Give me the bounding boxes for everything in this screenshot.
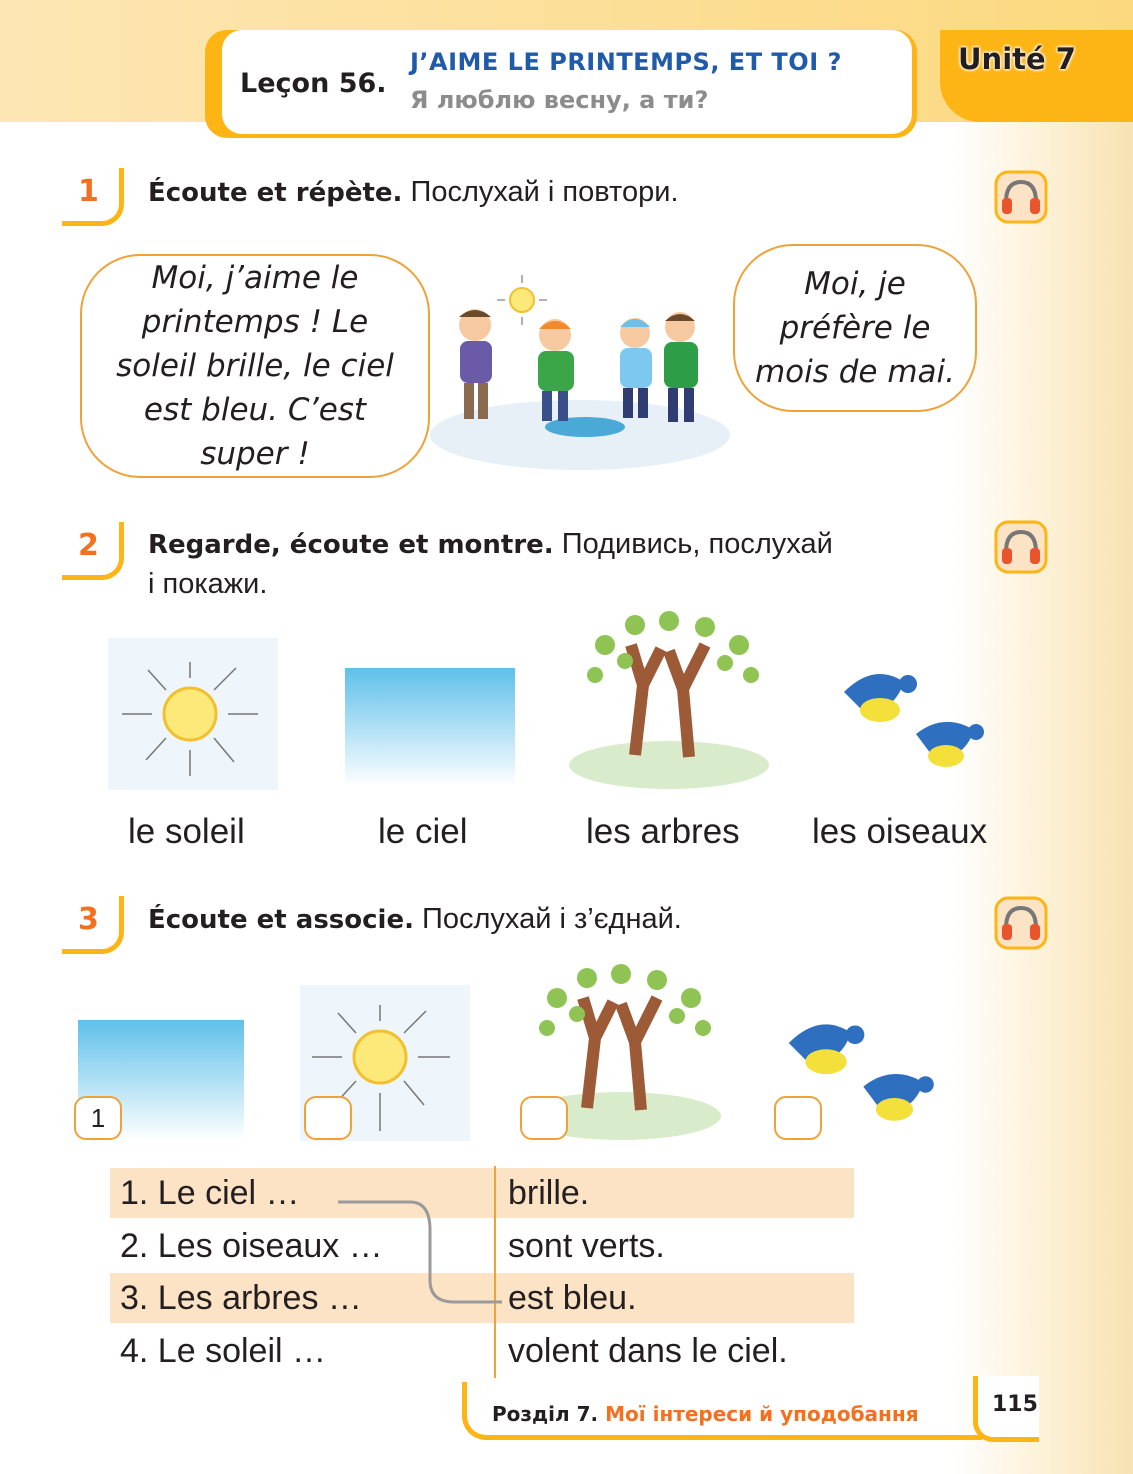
speech-bubble-right (733, 244, 977, 412)
instruction-fr: Regarde, écoute et montre. (148, 530, 554, 560)
exercise-number: 3 (78, 902, 99, 937)
headphones-icon[interactable] (994, 896, 1048, 950)
match-right-item[interactable]: volent dans le ciel. (508, 1332, 788, 1370)
exercise-1-badge (62, 168, 124, 226)
match-left-item[interactable]: 2. Les oiseaux … (120, 1227, 383, 1265)
bubble-line: Moi, j’aime le (151, 260, 359, 296)
instruction-ua: Послухай і повтори. (410, 176, 679, 208)
bubble-line: Moi, je (804, 266, 906, 302)
word-les-oiseaux: les oiseaux (812, 812, 988, 851)
word-le-ciel: le ciel (378, 812, 468, 851)
example-match-line (330, 1190, 510, 1310)
exercise-2-badge (62, 522, 124, 580)
bubble-line: soleil brille, le ciel (116, 348, 394, 384)
bubble-line: printemps ! Le (141, 304, 369, 340)
headphones-icon[interactable] (994, 170, 1048, 224)
match-left-item[interactable]: 4. Le soleil … (120, 1332, 326, 1370)
instruction-fr: Écoute et répète. (148, 178, 403, 208)
lesson-subtitle: Я люблю весну, а ти? (410, 86, 709, 114)
instruction-ua: Подивись, послухай (561, 528, 833, 560)
bubble-line: super ! (200, 436, 310, 472)
unit-label: Unité 7 (958, 42, 1076, 76)
speech-bubble-left (80, 254, 430, 478)
answer-box-birds[interactable] (774, 1096, 822, 1140)
match-right-item[interactable]: est bleu. (508, 1279, 637, 1317)
match-right-item[interactable]: brille. (508, 1174, 590, 1212)
instruction-ua: Послухай і з’єднай. (422, 903, 682, 935)
word-les-arbres: les arbres (586, 812, 740, 851)
page-number: 115 (992, 1392, 1038, 1417)
lesson-label: Leçon 56. (240, 68, 387, 99)
lesson-title: J’AIME LE PRINTEMPS, ET TOI ? (410, 48, 842, 76)
match-right-item[interactable]: sont verts. (508, 1227, 665, 1265)
exercise-3-badge (62, 896, 124, 954)
exercise-1-instruction (148, 176, 679, 209)
children-spring-illustration (430, 255, 730, 470)
bubble-line: est bleu. C’est (143, 392, 367, 428)
table-row (110, 1326, 854, 1376)
sky-picture (345, 668, 515, 786)
exercise-3-instruction (148, 903, 682, 936)
match-left-item[interactable]: 1. Le ciel … (120, 1174, 300, 1212)
answer-box-sky[interactable]: 1 (74, 1096, 122, 1140)
instruction-fr: Écoute et associe. (148, 905, 414, 935)
answer-box-sun[interactable] (304, 1096, 352, 1140)
section-label: Розділ 7. (492, 1402, 599, 1426)
headphones-icon[interactable] (994, 520, 1048, 574)
exercise-number: 1 (78, 174, 99, 209)
bubble-line: préfère le (779, 310, 931, 346)
exercise-2-instruction-line2: і покажи. (148, 568, 268, 600)
bubble-line: mois de mai. (754, 354, 956, 390)
section-title: Мої інтереси й уподобання (605, 1402, 919, 1426)
birds-picture (824, 652, 990, 784)
word-le-soleil: le soleil (128, 812, 245, 851)
footer-section (492, 1402, 919, 1426)
exercise-number: 2 (78, 528, 99, 563)
exercise-2-instruction (148, 528, 833, 561)
answer-box-trees[interactable] (520, 1096, 568, 1140)
trees-picture (565, 605, 773, 790)
match-left-item[interactable]: 3. Les arbres … (120, 1279, 362, 1317)
sun-picture (108, 638, 278, 790)
